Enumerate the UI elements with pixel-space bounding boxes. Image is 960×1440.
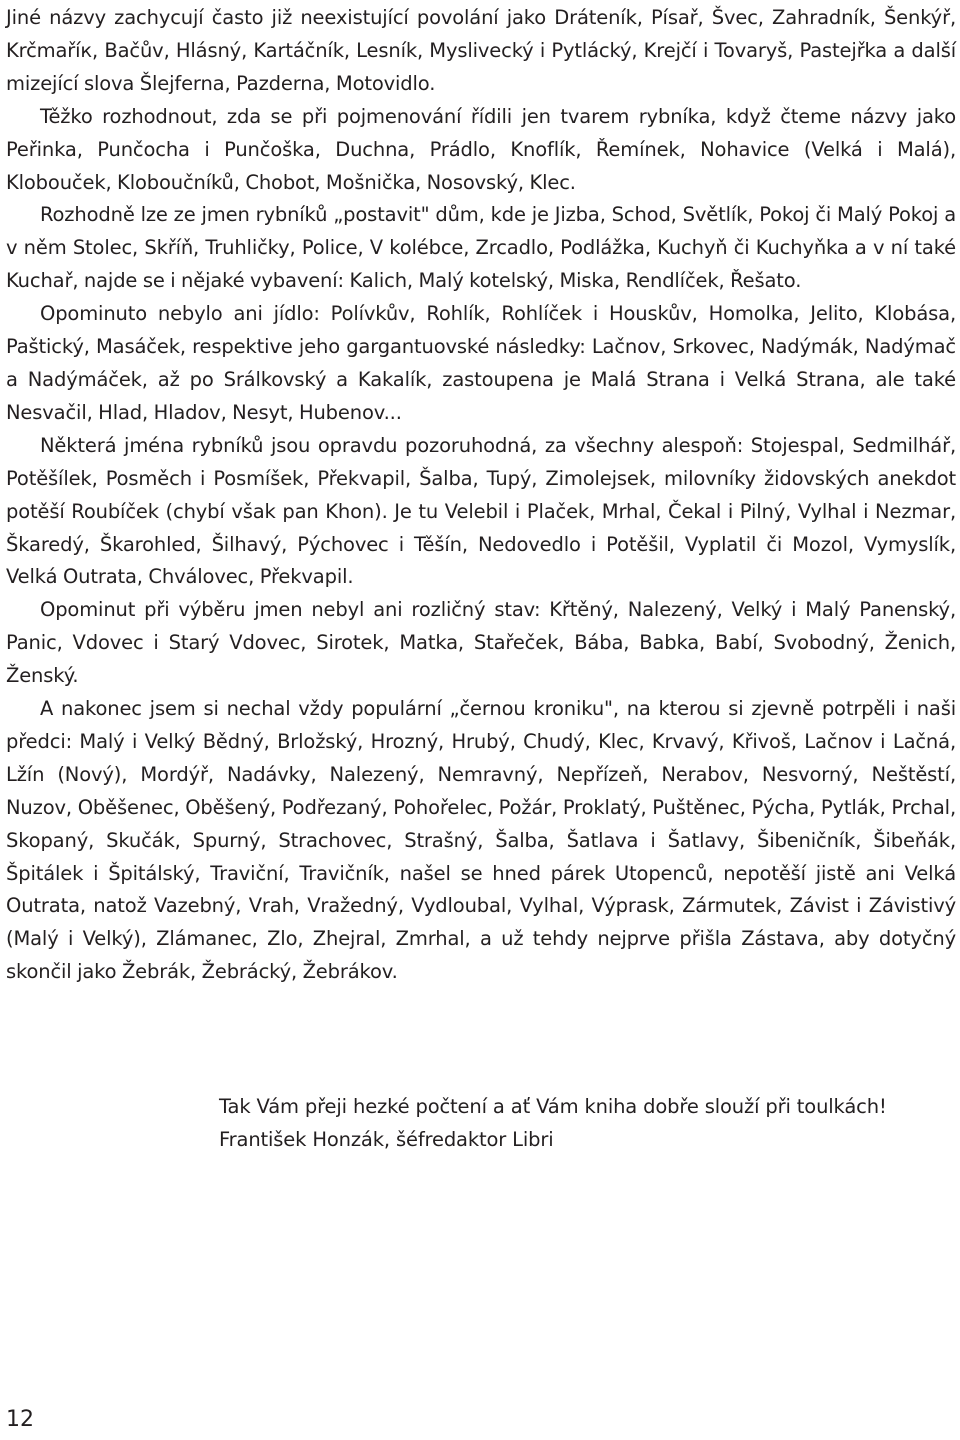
paragraph-food: Opominuto nebylo ani jídlo: Polívkův, Rohlík, Rohlíček i Houskův, Homolka, Jelito, Klobása, Paštický, Masáček, respektive jeho gargantuovské následky: Lačnov, Srkovec, Nadýmák, Nadýmač a Nadýmáček, až po Srálkovský a Kakalík, zastoupena je Malá Strana i Velká Strana, ale také Nesvačil, Hlad, Hladov, Nesyt, Hubenov... bbox=[6, 302, 956, 424]
paragraph-occupations: Jiné názvy zachycují často již neexistující povolání jako Dráteník, Písař, Švec, Zahradník, Šenkýř, Krčmaříк, Bačův, Hlásný, Kartáčník, Lesník, Myslivecký i Pytlácký, Krejčí i Tovaryš, Pastejřka a další mizející slova Šlejferna, Pazderna, Motovidlo. bbox=[6, 6, 956, 95]
paragraph-pond-shape: Těžko rozhodnout, zda se při pojmenování řídili jen tvarem rybníka, když čteme názvy jako Peřinka, Punčocha i Punčoška, Duchna, Prádlo, Knoflík, Řemínek, Nohavice (Velká i Malá), Klobouček, Kloboučníků, Chobot, Mošnička, Nosovský, Klec. bbox=[6, 104, 956, 194]
author-signature: František Honzák, šéfredaktor Libri bbox=[219, 1127, 554, 1151]
closing-signature bbox=[219, 1091, 887, 1157]
paragraph-house: Rozhodně lze ze jmen rybníků „postavit" dům, kde je Jizba, Schod, Světlík, Pokoj či Malý Pokoj a v něm Stolec, Skříň, Truhličky, Police, V kolébce, Zrcadlo, Podlážka, Kuchyň či Kuchyňka a v ní také Kuchař, najde se i nějaké vybavení: Kalich, Malý kotelský, Miska, Rendlíček, Řešato. bbox=[6, 203, 956, 293]
paragraph-remarkable-names: Některá jména rybníků jsou opravdu pozoruhodná, za všechny alespoň: Stojespal, Sedmilhář, Potěšílek, Posměch i Posmíšek, Překvapil, Šalba, Tupý, Zimolejsek, milovníky židovských anekdot potěší Roubíček (chybí však pan Khon). Je tu Velebil i Plaček, Mrhal, Čekal i Pilný, Vylhal i Nezmar, Škaredý, Škarohled, Šilhavý, Pýchovec i Těšín, Nedovedlo i Potěšil, Vyplatil či Mozol, Vymyslík, Velká Outrata, Chválovec, Překvapil. bbox=[6, 433, 956, 589]
paragraph-status: Opominut při výběru jmen nebyl ani rozličný stav: Křtěný, Nalezený, Velký i Malý Panenský, Panic, Vdovec i Starý Vdovec, Sirotek, Matka, Stařeček, Bába, Babka, Babí, Svobodný, Ženich, Ženský. bbox=[6, 598, 956, 688]
page-number: 12 bbox=[6, 1407, 34, 1432]
paragraph-black-chronicle: A nakonec jsem si nechal vždy populární „černou kroniku", na kterou si zjevně potrpěli i naši předci: Malý i Velký Bědný, Brložský, Hrozný, Hrubý, Chudý, Klec, Krvavý, Křivoš, Lačnov i Lačná, Lžín (Nový), Mordýř, Nadávky, Nalezený, Nemravný, Nepřízeň, Nerabov, Nesvorný, Neštěstí, Nuzov, Oběšenec, Oběšený, Podřezaný, Pohořelec, Požár, Proklatý, Puštěnec, Pýcha, Pytlák, Prchal, Skopaný, Skučák, Spurný, Strachovec, Strašný, Šalba, Šatlava i Šatlavy, Šibeničník, Šibeňák, Špitálek i Špitálský, Traviční, Travičník, našel se hned párek Utopenců, nepotěší jistě ani Velká Outrata, natož Vazebný, Vrah, Vražedný, Vydloubal, Vylhal, Výprask, Zármutek, Závist i Závistivý (Malý i Velký), Zlámanec, Zlo, Zhejral, Zmrhal, a už tehdy nejprve přišla Zástava, aby dotyčný skončil jako Žebrák, Žebrácký, Žebrákov. bbox=[6, 697, 956, 984]
closing-wish: Tak Vám přeji hezké počtení a ať Vám kniha dobře slouží při toulkách! bbox=[219, 1095, 887, 1118]
page-body bbox=[6, 2, 956, 989]
